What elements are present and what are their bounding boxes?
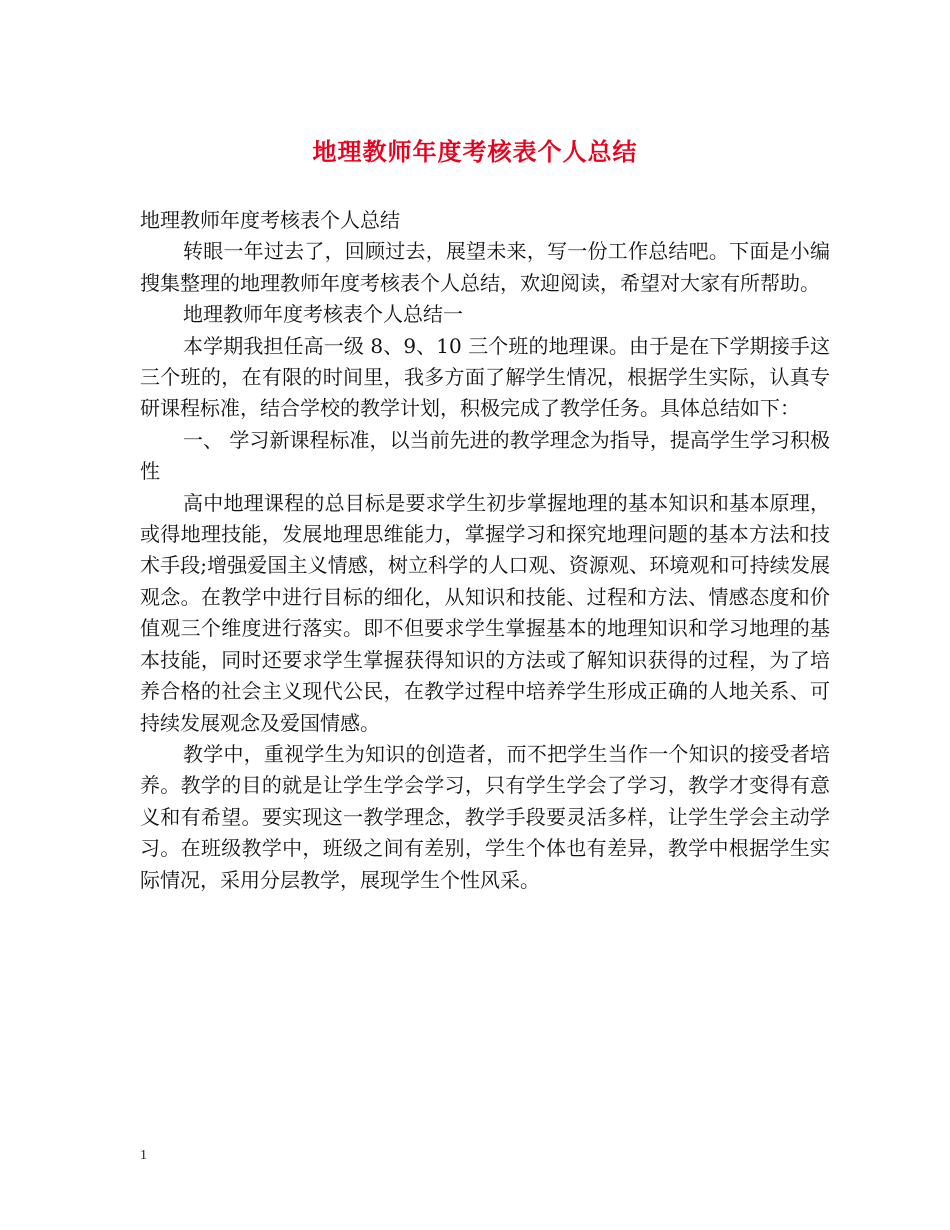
section-heading: 地理教师年度考核表个人总结一 (183, 302, 463, 327)
body-paragraph: 高中地理课程的总目标是要求学生初步掌握地理的基本知识和基本原理，或得地理技能，发展地理思维能力，掌握学习和探究地理问题的基本方法和技术手段;增强爱国主义情感，树立科学的人口观、资源观、环境观和可持续发展观念。在教学中进行目标的细化，从知识和技能、过程和方法、情感态度和价值观三个维度进行落实。即不但要求学生掌握基本的地理知识和学习地理的基本技能，同时还要求学生掌握获得知识的方法或了解知识获得的过程，为了培养合格的社会主义现代公民，在教学过程中培养学生形成正确的人地关系、可持续发展观念及爱国情感。 (140, 490, 830, 735)
numbered-heading: 一、 学习新课程标准，以当前先进的教学理念为指导，提高学生学习积极性 (140, 427, 830, 484)
body-paragraph: 教学中，重视学生为知识的创造者，而不把学生当作一个知识的接受者培养。教学的目的就是让学生学会学习，只有学生学会了学习，教学才变得有意义和有希望。要实现这一教学理念，教学手段要灵活多样，让学生学会主动学习。在班级教学中，班级之间有差别，学生个体也有差异，教学中根据学生实际情况，采用分层教学，展现学生个性风采。 (140, 741, 830, 892)
intro-paragraph: 转眼一年过去了，回顾过去，展望未来，写一份工作总结吧。下面是小编搜集整理的地理教师年度考核表个人总结，欢迎阅读，希望对大家有所帮助。 (140, 239, 830, 295)
subtitle-paragraph: 地理教师年度考核表个人总结 (140, 208, 400, 232)
page-title: 地理教师年度考核表个人总结 (312, 137, 638, 166)
document-body (140, 205, 830, 896)
body-paragraph: 本学期我担任高一级 8、9、10 三个班的地理课。由于是在下学期接手这三个班的，在有限的时间里，我多方面了解学生情况，根据学生实际，认真专研课程标准，结合学校的教学计划，积极完成了教学任务。具体总结如下： (140, 333, 830, 421)
page-number: 1 (140, 1148, 147, 1163)
